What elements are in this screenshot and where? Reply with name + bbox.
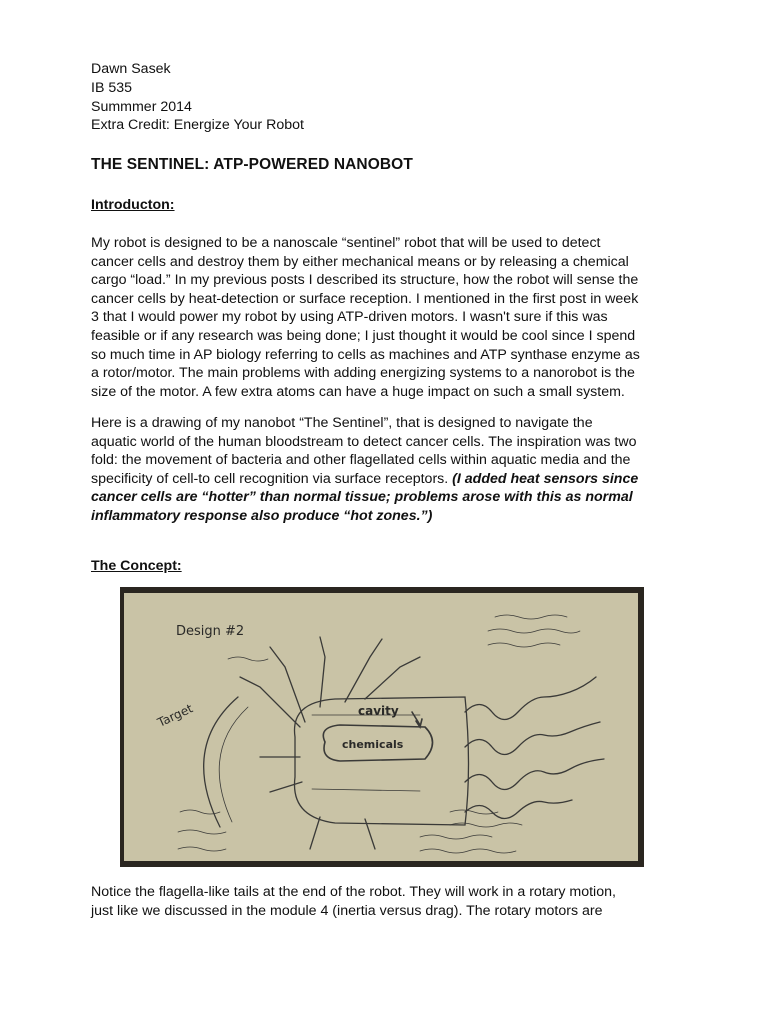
drawing-paragraph <box>91 414 691 526</box>
author-name: Dawn Sasek <box>91 61 171 77</box>
intro-paragraph <box>91 234 691 401</box>
closing-paragraph <box>91 883 691 920</box>
drawing-line: Here is a drawing of my nanobot “The Sentinel”, that is designed to navigate the <box>91 415 593 431</box>
intro-line: cargo “load.” In my previous posts I described its structure, how the robot will sense the <box>91 272 639 289</box>
intro-heading: Introducton: <box>91 197 175 213</box>
assignment-line: Extra Credit: Energize Your Robot <box>91 117 304 134</box>
label-target: Target <box>155 701 195 730</box>
intro-line: cancer cells by heat-detection or surface reception. I mentioned in the first post in week <box>91 290 639 307</box>
drawing-line-plain: specificity of cell-to cell recognition via surface receptors. <box>91 470 453 487</box>
document-title: THE SENTINEL: ATP-POWERED NANOBOT <box>91 156 413 173</box>
italic-note-line: cancer cells are “hotter” than normal tissue; problems arose with this as normal <box>91 489 633 506</box>
header-block <box>91 60 691 135</box>
intro-line: feasible or if any research was being done; I just thought it would be cool since I spend <box>91 327 636 344</box>
drawing-line: fold: the movement of bacteria and other flagellated cells within aquatic media and the <box>91 452 631 469</box>
label-cavity: cavity <box>358 704 399 718</box>
concept-heading: The Concept: <box>91 558 182 574</box>
course-code: IB 535 <box>91 79 133 96</box>
intro-line: My robot is designed to be a nanoscale “sentinel” robot that will be used to detect <box>91 235 601 251</box>
intro-line: so much time in AP biology referring to cells as machines and ATP synthase enzyme as <box>91 346 640 363</box>
label-chemicals: chemicals <box>342 738 404 751</box>
closing-line: just like we discussed in the module 4 (inertia versus drag). The rotary motors are <box>91 902 603 919</box>
intro-line: 3 that I would power my robot by using ATP-driven motors. I wasn't sure if this was <box>91 309 608 326</box>
term: Summmer 2014 <box>91 98 192 115</box>
label-design: Design #2 <box>176 624 245 639</box>
intro-line: a rotor/motor. The main problems with adding energizing systems to a nanorobot is the <box>91 365 635 382</box>
drawing-line-italic: (I added heat sensors since <box>452 470 639 487</box>
drawing-line: aquatic world of the human bloodstream to detect cancer cells. The inspiration was two <box>91 433 637 450</box>
nanobot-drawing-photo <box>120 587 644 867</box>
intro-line: size of the motor. A few extra atoms can have a huge impact on such a small system. <box>91 383 625 400</box>
italic-note-line: inflammatory response also produce “hot zones.”) <box>91 507 433 524</box>
nanobot-sketch <box>120 587 644 867</box>
intro-line: cancer cells and destroy them by either mechanical means or by releasing a chemical <box>91 253 629 270</box>
closing-line: Notice the flagella-like tails at the end of the robot. They will work in a rotary motion, <box>91 884 616 900</box>
drawing-line-mixed <box>91 470 691 489</box>
